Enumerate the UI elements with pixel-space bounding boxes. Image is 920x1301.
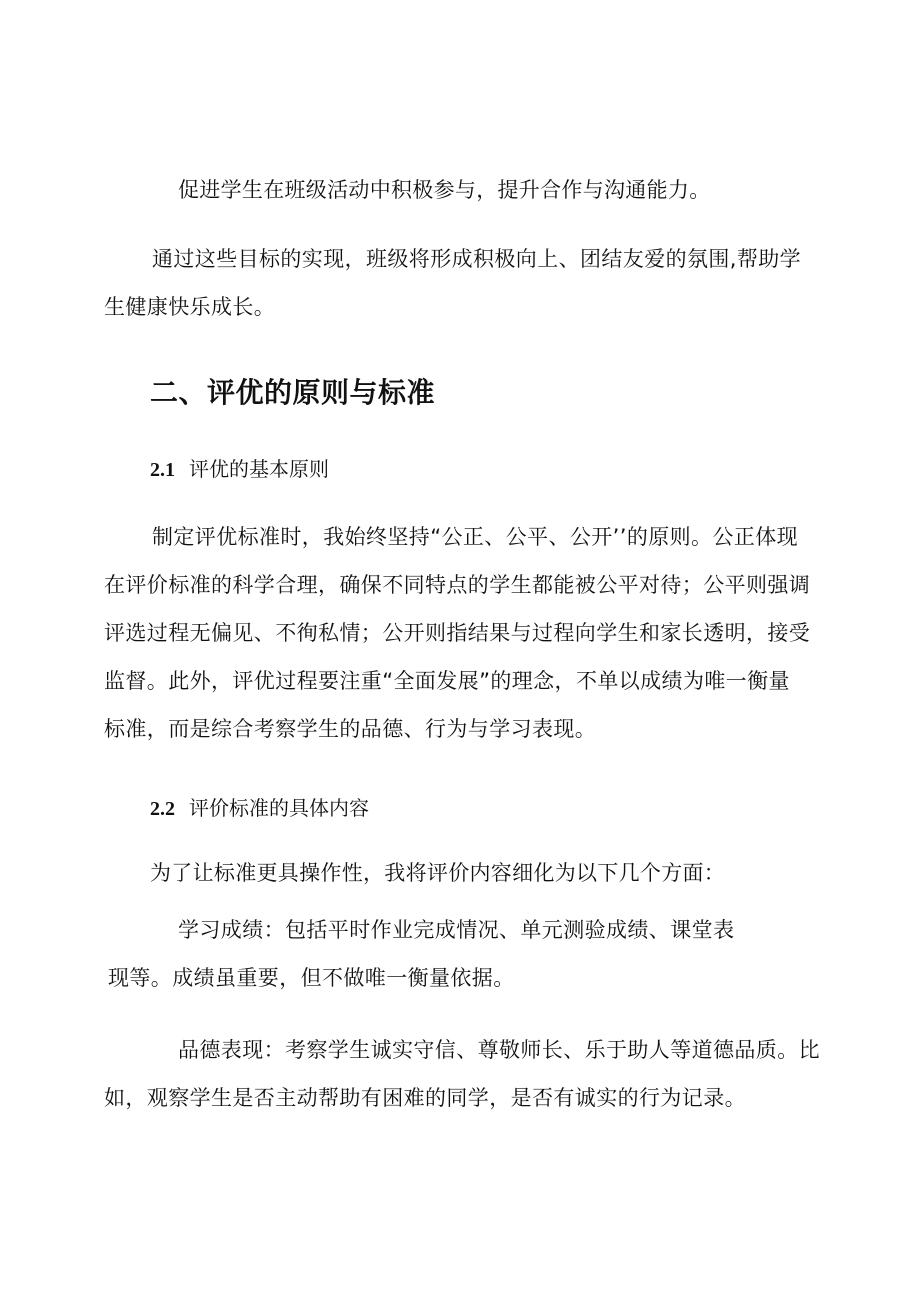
paragraph-summary: [104, 235, 820, 331]
paragraph-line: 学习成绩：包括平时作业完成情况、单元测验成绩、课堂表: [178, 918, 735, 942]
paragraph-morality: [104, 1026, 820, 1122]
paragraph-intro: 为了让标准更具操作性，我将评价内容细化为以下几个方面：: [150, 861, 726, 885]
paragraph-line: 如，观察学生是否主动帮助有困难的同学，是否有诚实的行为记录。: [104, 1086, 746, 1110]
subsection-number: 2.2: [150, 798, 175, 820]
paragraph-line: 生健康快乐成长。: [104, 295, 276, 319]
section-heading: 二、评优的原则与标准: [150, 376, 436, 409]
paragraph-academic: [108, 906, 824, 1002]
subsection-title: 评优的基本原则: [189, 457, 329, 481]
subsection-heading-2-1: [150, 455, 329, 484]
paragraph-line: 现等。成绩虽重要，但不做唯一衡量依据。: [108, 966, 515, 990]
paragraph-line: 通过这些目标的实现，班级将形成积极向上、团结友爱的氛围,帮助学: [152, 247, 802, 271]
paragraph-principles: [104, 513, 820, 753]
paragraph-line: 在评价标准的科学合理，确保不同特点的学生都能被公平对待；公平则强调: [104, 573, 811, 597]
subsection-number: 2.1: [150, 459, 175, 481]
subsection-heading-2-2: [150, 794, 369, 823]
paragraph-line: 监督。此外，评优过程要注重“全面发展”的理念，不单以成绩为唯一衡量: [104, 669, 790, 693]
paragraph-line: 品德表现：考察学生诚实守信、尊敬师长、乐于助人等道德品质。比: [178, 1038, 820, 1062]
paragraph-line: 标准，而是综合考察学生的品德、行为与学习表现。: [104, 717, 597, 741]
paragraph-goal: 促进学生在班级活动中积极参与，提升合作与沟通能力。: [178, 178, 711, 202]
subsection-title: 评价标准的具体内容: [189, 796, 369, 820]
paragraph-line: 制定评优标准时，我始终坚持“公正、公平、公开’’的原则。公正体现: [152, 525, 799, 549]
paragraph-line: 评选过程无偏见、不徇私情；公开则指结果与过程向学生和家长透明，接受: [104, 621, 811, 645]
